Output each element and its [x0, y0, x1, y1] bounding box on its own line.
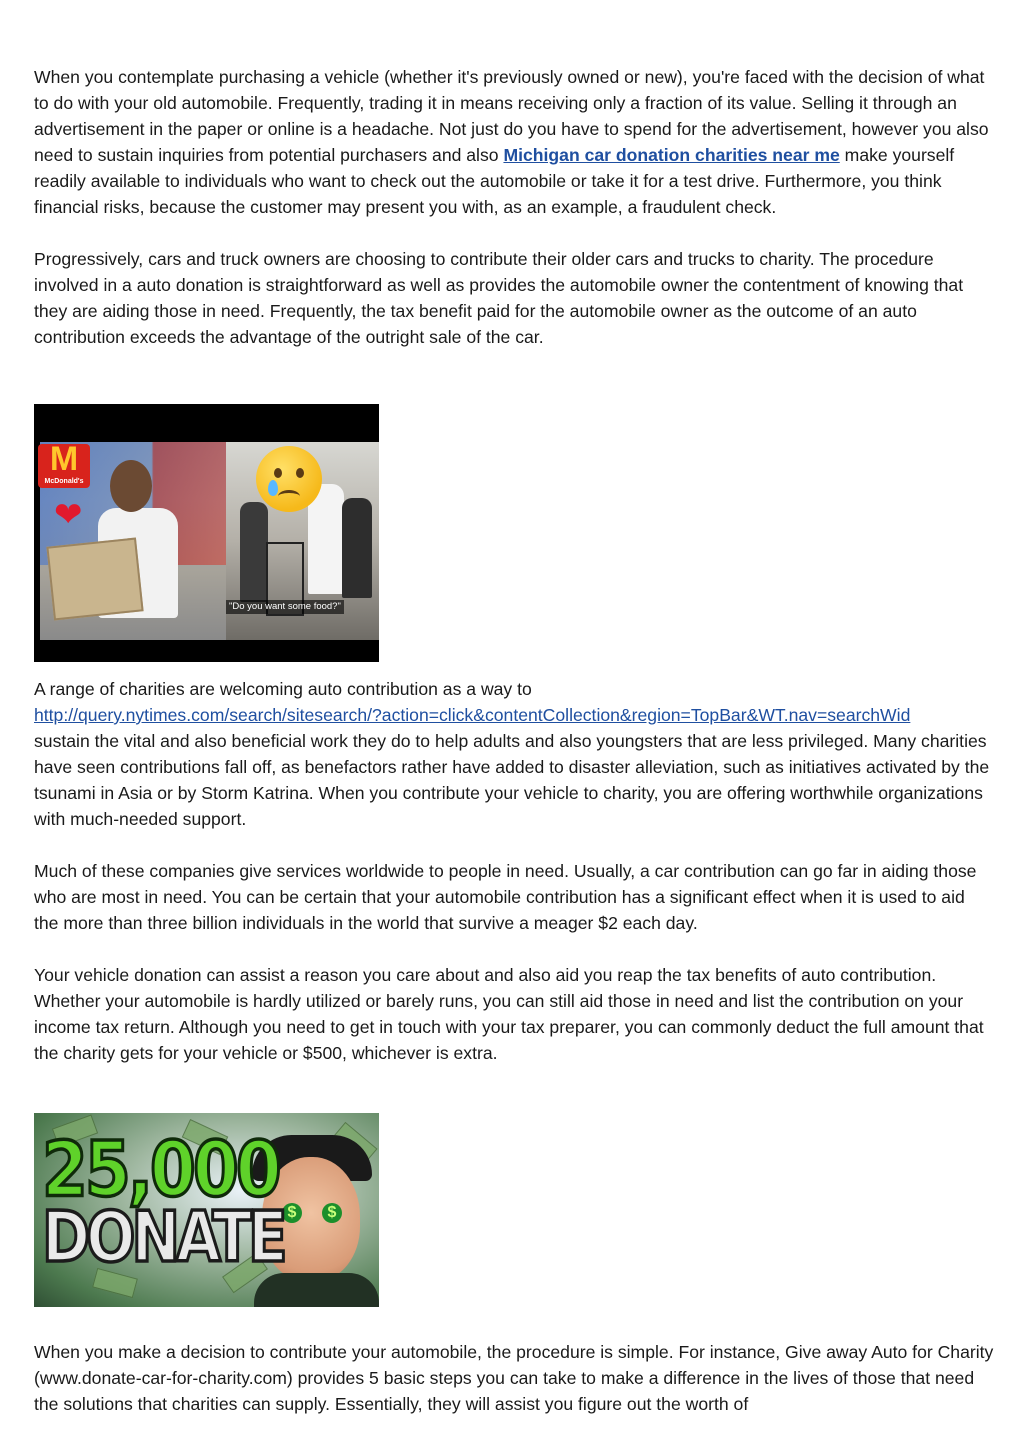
charity-photo-mcdonalds	[34, 404, 379, 662]
paragraph-4: Much of these companies give services worldwide to people in need. Usually, a car contribution can go far in aiding those who are most in need. You can be certain that your automobile contribution has a significant effect when it is used to aid the more than three billion individuals in the world that survive a meager $2 each day.	[34, 861, 977, 933]
heart-icon: ❤	[54, 496, 83, 534]
paragraph-1: When you contemplate purchasing a vehicle (whether it's previously owned or new), you're faced with the decision of what to do with your old automobile. Frequently, trading it in means receiving only a fraction of its value. Selling it through an advertisement in the paper or online is a headache. Not just do you have to spend for the advertisement, however you also need to sustain inquiries from potential purchasers and also Michigan car donation charities near me make yourself readily available to individuals who want to check out the automobile or take it for a test drive. Furthermore, you think financial risks, because the customer may present you with, as an example, a fraudulent check.	[34, 67, 989, 217]
donate-word-text: DONATE	[42, 1196, 284, 1278]
paragraph-2: Progressively, cars and truck owners are choosing to contribute their older cars and trucks to charity. The procedure involved in a auto donation is straightforward as well as provides the automobile owner the contentment of knowing that they are aiding those in need. Frequently, the tax benefit paid for the automobile owner as the outcome of an auto contribution exceeds the advantage of the outright sale of the car.	[34, 249, 964, 347]
dollar-eye-icon: $	[282, 1203, 302, 1223]
paragraph-3: sustain the vital and also beneficial work they do to help adults and also youngsters that are less privileged. Many charities have seen contributions fall off, as benefactors rather have added to disaster alleviation, such as initiatives activated by the tsunami in Asia or by Storm Katrina. When you contribute your vehicle to charity, you are offering worthwhile organizations with much-needed support.	[34, 731, 990, 829]
michigan-donation-link[interactable]: Michigan car donation charities near me	[503, 145, 840, 165]
content-block-3	[34, 1339, 994, 1417]
nytimes-search-link[interactable]: http://query.nytimes.com/search/sitesearch/?action=click&contentCollection&region=TopBar&WT.nav=searchWid	[34, 705, 911, 725]
donate-thumbnail-image	[34, 1113, 379, 1307]
photo-caption: "Do you want some food?"	[226, 600, 344, 614]
content-block-2	[34, 676, 994, 1066]
dollar-eye-icon: $	[322, 1203, 342, 1223]
paragraph-5: Your vehicle donation can assist a reason you care about and also aid you reap the tax benefits of auto contribution. Whether your automobile is hardly utilized or barely runs, you can still aid those in need and list the contribution on your income tax return. Although you need to get in touch with your tax preparer, you can commonly deduct the full amount that the charity gets for your vehicle or $500, whichever is extra.	[34, 965, 984, 1063]
mcdonalds-logo: M McDonald's	[38, 444, 90, 488]
donation-amount-text: 25,000	[42, 1125, 279, 1214]
crying-face-icon	[256, 446, 322, 512]
paragraph-3-intro: A range of charities are welcoming auto contribution as a way to	[34, 679, 532, 699]
paragraph-6: When you make a decision to contribute your automobile, the procedure is simple. For instance, Give away Auto for Charity (www.donate-car-for-charity.com) provides 5 basic steps you can take to make a difference in the lives of those that need the solutions that charities can supply. Essentially, they will assist you figure out the worth of	[34, 1342, 994, 1414]
document-body	[34, 64, 994, 350]
